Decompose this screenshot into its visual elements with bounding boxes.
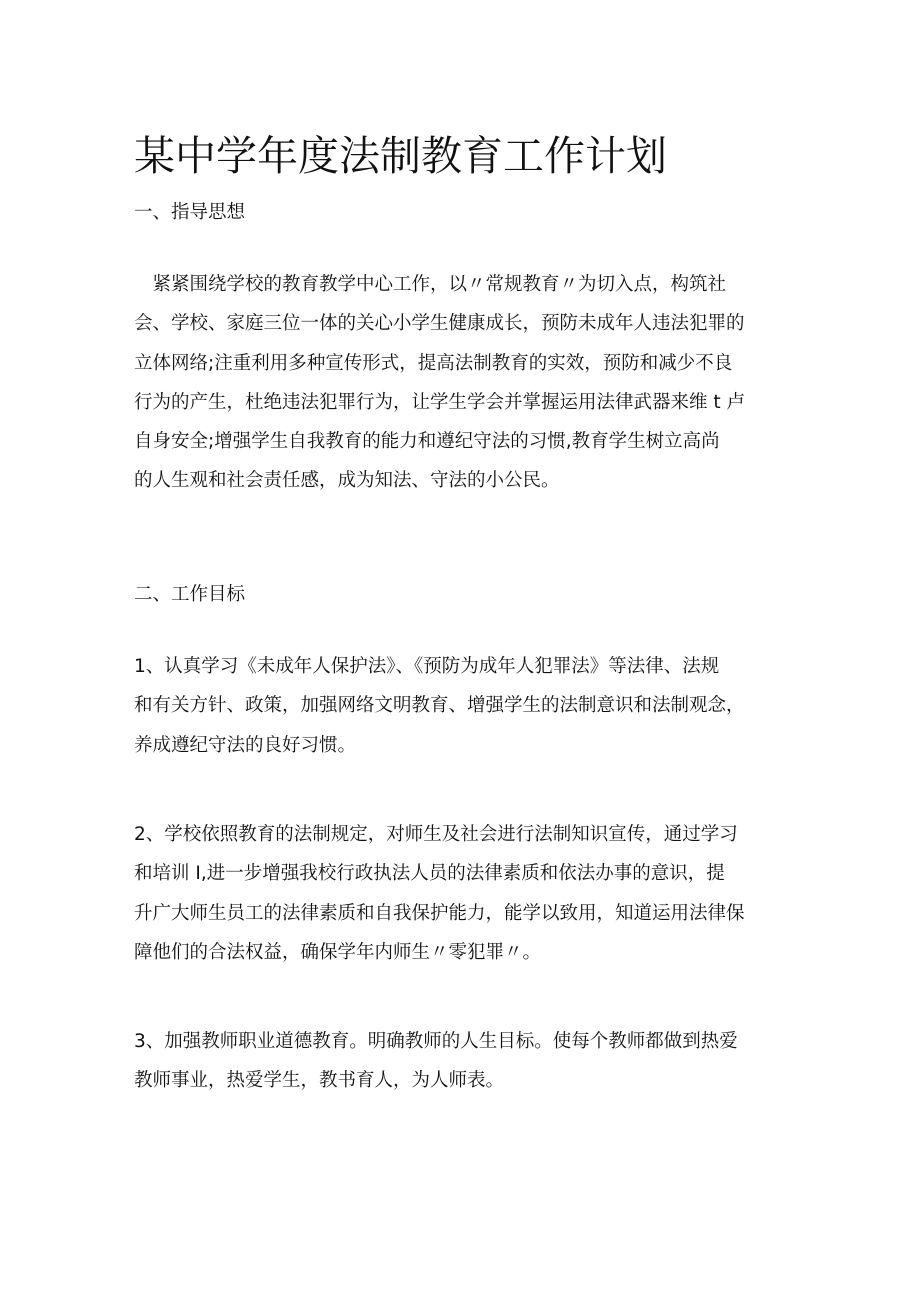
paragraph-line: 立体网络;注重利用多种宣传形式，提高法制教育的实效，预防和减少不良 [134, 352, 733, 374]
section-heading-guiding-ideology: 一、指导思想 [134, 202, 246, 223]
paragraph-line: 1、认真学习《未成年人保护法》、《预防为成年人犯罪法》等法律、法规 [134, 656, 720, 677]
paragraph-line: 自身安全;增强学生自我教育的能力和遵纪守法的习惯,教育学生树立高尚 [134, 431, 720, 453]
paragraph-line: 和有关方针、政策，加强网络文明教育、增强学生的法制意识和法制观念， [134, 695, 745, 717]
goal-item-1 [134, 647, 814, 765]
paragraph-line: 教师事业，热爱学生，教书育人，为人师表。 [134, 1070, 505, 1092]
paragraph-line: 会、学校、家庭三位一体的关心小学生健康成长，预防未成年人违法犯罪的 [134, 313, 745, 335]
document-title: 某中学年度法制教育工作计划 [134, 132, 667, 180]
paragraph-line: 3、加强教师职业道德教育。明确教师的人生目标。使每个教师都做到热爱 [134, 1031, 738, 1052]
guiding-ideology-paragraph [134, 265, 814, 501]
paragraph-line: 障他们的合法权益，确保学年内师生〃零犯罪〃。 [134, 941, 542, 963]
paragraph-line: 升广大师生员工的法律素质和自我保护能力，能学以致用，知道运用法律保 [134, 902, 745, 924]
paragraph-line: 和培训 I,进一步增强我校行政执法人员的法律素质和依法办事的意识，提 [134, 863, 725, 885]
paragraph-line: 2、学校依照教育的法制规定，对师生及社会进行法制知识宣传，通过学习 [134, 824, 738, 845]
goal-item-3 [134, 1022, 814, 1101]
goal-item-2 [134, 815, 814, 972]
paragraph-line: 行为的产生，杜绝违法犯罪行为，让学生学会并掌握运用法律武器来维 t 卢 [134, 391, 746, 413]
paragraph-line: 养成遵纪守法的良好习惯。 [134, 734, 357, 756]
section-heading-work-goals: 二、工作目标 [134, 584, 246, 605]
paragraph-line: 紧紧围绕学校的教育教学中心工作，以〃常规教育〃为切入点，构筑社 [134, 274, 727, 295]
paragraph-line: 的人生观和社会责任感，成为知法、守法的小公民。 [134, 470, 560, 492]
